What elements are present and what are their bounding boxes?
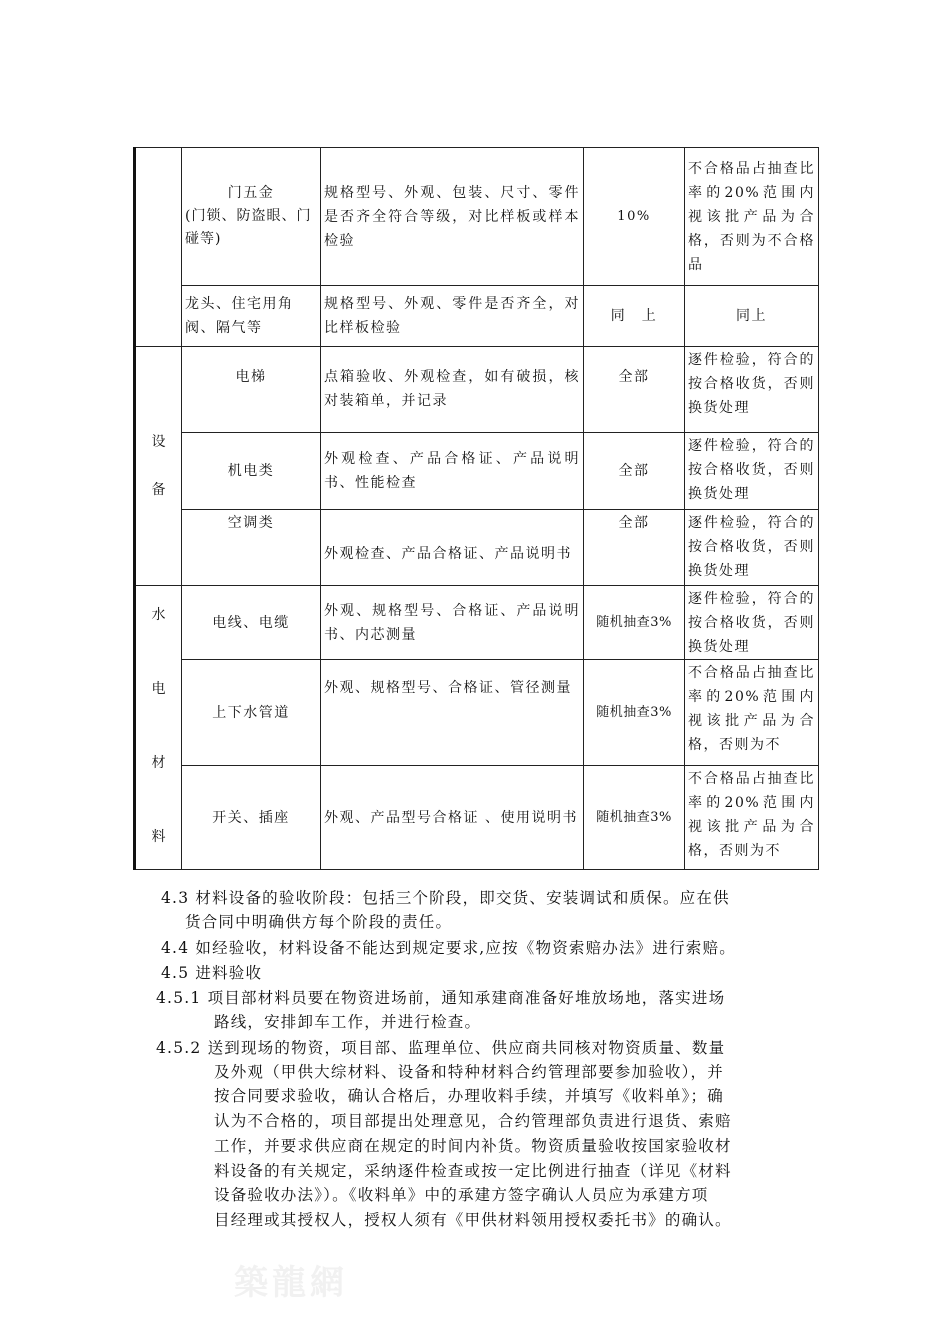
paragraph-4-5-1-cont: 路线，安排卸车工作，并进行检查。 [214, 1013, 482, 1031]
table-row [135, 766, 819, 870]
category-char: 备 [151, 482, 166, 498]
category-cell-plumbing [135, 586, 182, 870]
ratio-cell: 全部 [584, 433, 685, 510]
item-cell [182, 148, 321, 286]
item-cell: 机电类 [182, 433, 321, 510]
method-cell: 规格型号、外观、包装、尺寸、零件是否齐全符合等级，对比样板或样本检验 [321, 148, 584, 286]
paragraph-4-5-2: 4.5.2 送到现场的物资，项目部、监理单位、供应商共同核对物资质量、数量 [156, 1039, 726, 1057]
category-char: 设 [151, 434, 166, 450]
method-cell: 规格型号、外观、零件是否齐全，对比样板检验 [321, 286, 584, 347]
category-char: 材 [151, 755, 166, 771]
table-row [135, 510, 819, 586]
category-cell-hardware [135, 148, 182, 347]
category-char: 电 [151, 681, 166, 697]
paragraph-4-4: 4.4 如经验收，材料设备不能达到规定要求,应按《物资索赔办法》进行索赔。 [161, 939, 736, 957]
method-cell: 外观、规格型号、合格证、管径测量 [321, 660, 584, 766]
item-cell: 上下水管道 [182, 660, 321, 766]
item-text: 门五金 [227, 185, 275, 201]
paragraph-4-3: 4.3 材料设备的验收阶段：包括三个阶段，即交货、安装调试和质保。应在供 [161, 889, 730, 907]
table-row [135, 347, 819, 433]
item-cell: 空调类 [182, 510, 321, 586]
ratio-cell: 随机抽查3% [584, 766, 685, 870]
method-cell: 外观、规格型号、合格证、产品说明书、内芯测量 [321, 586, 584, 660]
ratio-cell: 全部 [584, 347, 685, 433]
result-cell: 不合格品占抽查比率的20%范围内视该批产品为合格，否则为不合格品 [685, 148, 819, 286]
paragraph-4-5-2-cont: 按合同要求验收，确认合格后，办理收料手续，并填写《收料单》；确 [214, 1087, 724, 1105]
result-cell: 逐件检验，符合的按合格收货，否则换货处理 [685, 347, 819, 433]
paragraph-4-3-cont: 货合同中明确供方每个阶段的责任。 [185, 913, 453, 931]
method-cell: 外观检查、产品合格证、产品说明书、性能检查 [321, 433, 584, 510]
ratio-cell: 同 上 [584, 286, 685, 347]
result-cell: 不合格品占抽查比率的20%范围内视该批产品为合格，否则为不 [685, 660, 819, 766]
table-row [135, 586, 819, 660]
ratio-cell: 随机抽查3% [584, 586, 685, 660]
result-cell: 逐件检验，符合的按合格收货，否则换货处理 [685, 510, 819, 586]
item-text-sub: (门锁、防盗眼、门碰等) [185, 208, 312, 247]
paragraph-4-5-2-cont: 认为不合格的，项目部提出处理意见，合约管理部负责进行退货、索赔 [214, 1112, 732, 1130]
result-cell: 逐件检验，符合的按合格收货，否则换货处理 [685, 433, 819, 510]
inspection-table [133, 147, 819, 870]
result-cell: 同上 [685, 286, 819, 347]
item-cell: 开关、插座 [182, 766, 321, 870]
paragraph-4-5-2-cont: 目经理或其授权人，授权人须有《甲供材料领用授权委托书》的确认。 [214, 1211, 732, 1229]
category-cell-equipment [135, 347, 182, 586]
table-row [135, 148, 819, 286]
ratio-cell: 全部 [584, 510, 685, 586]
item-cell: 电线、电缆 [182, 586, 321, 660]
ratio-cell: 10% [584, 148, 685, 286]
method-cell: 外观检查、产品合格证、产品说明书 [321, 510, 584, 586]
paragraph-4-5-2-cont: 工作，并要求供应商在规定的时间内补货。物资质量验收按国家验收材 [214, 1137, 732, 1155]
method-cell: 外观、产品型号合格证 、使用说明书 [321, 766, 584, 870]
table-row [135, 660, 819, 766]
table-row [135, 433, 819, 510]
result-cell: 逐件检验，符合的按合格收货，否则换货处理 [685, 586, 819, 660]
heading-4-5: 4.5 进料验收 [161, 964, 263, 982]
table-row [135, 286, 819, 347]
category-char: 水 [151, 607, 166, 623]
paragraph-4-5-2-cont: 及外观（甲供大综材料、设备和特种材料合约管理部要参加验收），并 [214, 1063, 724, 1081]
ratio-cell: 随机抽查3% [584, 660, 685, 766]
paragraph-4-5-2-cont: 料设备的有关规定，采纳逐件检查或按一定比例进行抽查（详见《材料 [214, 1162, 732, 1180]
paragraph-4-5-2-cont: 设备验收办法》）。《收料单》中的承建方签字确认人员应为承建方项 [214, 1186, 709, 1204]
result-cell: 不合格品占抽查比率的20%范围内视该批产品为合格，否则为不 [685, 766, 819, 870]
item-cell: 龙头、住宅用角阀、隔气等 [182, 286, 321, 347]
paragraph-4-5-1: 4.5.1 项目部材料员要在物资进场前，通知承建商准备好堆放场地，落实进场 [156, 989, 726, 1007]
watermark: 築龍網 [234, 1263, 348, 1303]
method-cell: 点箱验收、外观检查，如有破损，核对装箱单，并记录 [321, 347, 584, 433]
category-char: 料 [151, 829, 166, 845]
item-cell: 电梯 [182, 347, 321, 433]
